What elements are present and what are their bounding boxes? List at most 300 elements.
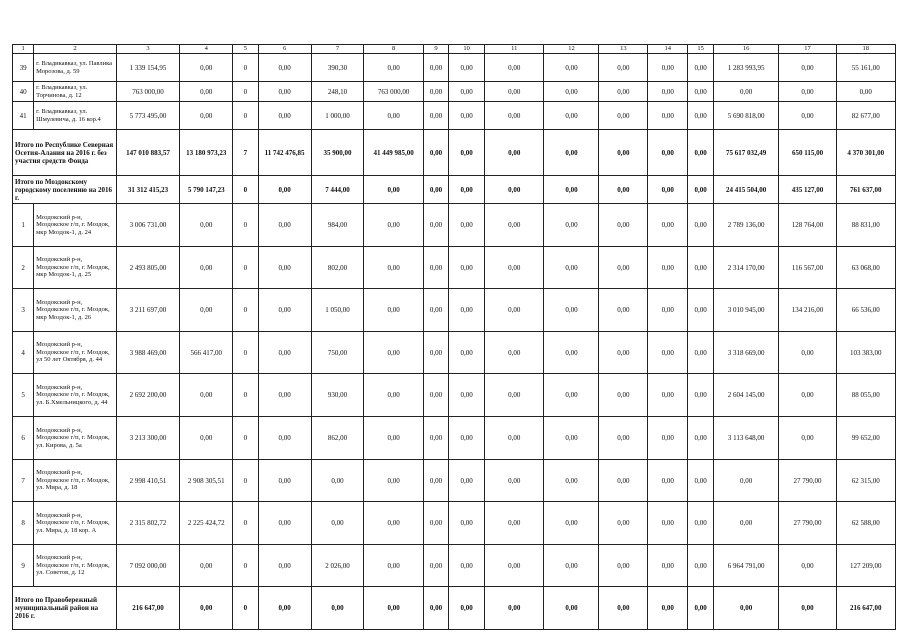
address-cell: г. Владикавказ, ул. Шмулевича, д. 16 кор.4 (34, 102, 117, 130)
value-cell: 0,00 (423, 289, 448, 332)
value-cell: 0,00 (544, 130, 599, 176)
value-cell: 3 006 731,00 (116, 204, 180, 247)
value-cell: 0,00 (779, 374, 836, 417)
value-cell: 3 113 648,00 (713, 417, 779, 460)
value-cell: 0,00 (544, 332, 599, 374)
value-cell: 2 692 200,00 (116, 374, 180, 417)
value-cell: 984,00 (311, 204, 364, 247)
row-number: 5 (13, 374, 34, 417)
value-cell: 0,00 (648, 54, 688, 82)
value-cell: 1 000,00 (311, 102, 364, 130)
value-cell: 0,00 (180, 545, 233, 587)
table-row (13, 545, 896, 587)
row-number: 40 (13, 82, 34, 102)
value-cell: 0,00 (688, 204, 713, 247)
value-cell: 930,00 (311, 374, 364, 417)
value-cell: 3 213 300,00 (116, 417, 180, 460)
value-cell: 0,00 (423, 176, 448, 204)
value-cell: 0,00 (779, 545, 836, 587)
value-cell: 0,00 (449, 54, 485, 82)
column-number: 14 (648, 45, 688, 54)
value-cell: 0,00 (599, 460, 648, 502)
total-row (13, 587, 896, 630)
value-cell: 0,00 (599, 82, 648, 102)
address-cell: г. Владикавказ, ул. Павлика Морозова, д. 59 (34, 54, 117, 82)
value-cell: 0,00 (485, 417, 544, 460)
value-cell: 2 493 805,00 (116, 247, 180, 289)
value-cell: 63 068,00 (836, 247, 895, 289)
value-cell: 0,00 (449, 247, 485, 289)
column-number: 11 (485, 45, 544, 54)
value-cell: 0,00 (485, 289, 544, 332)
value-cell: 0 (233, 247, 258, 289)
value-cell: 0,00 (258, 374, 311, 417)
value-cell: 435 127,00 (779, 176, 836, 204)
value-cell: 0,00 (485, 587, 544, 630)
value-cell: 0,00 (648, 130, 688, 176)
column-number: 16 (713, 45, 779, 54)
value-cell: 55 161,00 (836, 54, 895, 82)
value-cell: 0 (233, 204, 258, 247)
value-cell: 763 000,00 (116, 82, 180, 102)
value-cell: 2 225 424,72 (180, 502, 233, 545)
value-cell: 0,00 (311, 587, 364, 630)
value-cell: 0,00 (544, 176, 599, 204)
value-cell: 0,00 (258, 176, 311, 204)
row-number: 41 (13, 102, 34, 130)
value-cell: 390,30 (311, 54, 364, 82)
value-cell: 41 449 985,00 (364, 130, 423, 176)
column-number: 3 (116, 45, 180, 54)
value-cell: 0,00 (544, 374, 599, 417)
value-cell: 0,00 (688, 102, 713, 130)
value-cell: 0,00 (485, 204, 544, 247)
value-cell: 0,00 (364, 417, 423, 460)
value-cell: 0,00 (485, 460, 544, 502)
value-cell: 0,00 (599, 176, 648, 204)
address-cell: г. Владикавказ, ул. Торчинова, д. 12 (34, 82, 117, 102)
value-cell: 0,00 (648, 545, 688, 587)
value-cell: 761 637,00 (836, 176, 895, 204)
value-cell: 0,00 (449, 374, 485, 417)
row-number: 9 (13, 545, 34, 587)
column-number: 4 (180, 45, 233, 54)
value-cell: 147 010 883,57 (116, 130, 180, 176)
value-cell: 0,00 (423, 417, 448, 460)
value-cell: 0,00 (364, 460, 423, 502)
value-cell: 2 789 136,00 (713, 204, 779, 247)
value-cell: 0,00 (423, 460, 448, 502)
value-cell: 0,00 (544, 545, 599, 587)
value-cell: 0,00 (485, 502, 544, 545)
row-number: 7 (13, 460, 34, 502)
value-cell: 2 315 802,72 (116, 502, 180, 545)
column-number: 5 (233, 45, 258, 54)
value-cell: 0,00 (648, 82, 688, 102)
value-cell: 862,00 (311, 417, 364, 460)
table-row (13, 54, 896, 82)
value-cell: 134 216,00 (779, 289, 836, 332)
value-cell: 0,00 (364, 54, 423, 82)
value-cell: 0,00 (449, 130, 485, 176)
value-cell: 0,00 (258, 332, 311, 374)
value-cell: 1 283 993,95 (713, 54, 779, 82)
value-cell: 0,00 (485, 176, 544, 204)
value-cell: 0,00 (648, 332, 688, 374)
value-cell: 0,00 (449, 332, 485, 374)
column-number: 2 (34, 45, 117, 54)
value-cell: 0 (233, 289, 258, 332)
value-cell: 0,00 (779, 54, 836, 82)
value-cell: 7 (233, 130, 258, 176)
value-cell: 7 444,00 (311, 176, 364, 204)
value-cell: 3 988 469,00 (116, 332, 180, 374)
value-cell: 0,00 (688, 130, 713, 176)
value-cell: 0,00 (599, 204, 648, 247)
value-cell: 0,00 (648, 587, 688, 630)
value-cell: 88 055,00 (836, 374, 895, 417)
value-cell: 0 (233, 374, 258, 417)
value-cell: 0,00 (599, 332, 648, 374)
value-cell: 0,00 (599, 502, 648, 545)
total-label: Итого по Правобережный муниципальный район на 2016 г. (13, 587, 117, 630)
value-cell: 0 (233, 332, 258, 374)
value-cell: 0,00 (423, 587, 448, 630)
value-cell: 566 417,00 (180, 332, 233, 374)
value-cell: 0,00 (364, 204, 423, 247)
address-cell: Моздокский р-н, Моздокское г/п, г. Моздок, мкр Моздок-1, д. 24 (34, 204, 117, 247)
value-cell: 0,00 (449, 289, 485, 332)
value-cell: 0,00 (258, 289, 311, 332)
value-cell: 0,00 (180, 82, 233, 102)
value-cell: 750,00 (311, 332, 364, 374)
column-number: 10 (449, 45, 485, 54)
total-label: Итого по Моздокскому городскому поселению на 2016 г. (13, 176, 117, 204)
value-cell: 0,00 (423, 130, 448, 176)
value-cell: 0,00 (688, 54, 713, 82)
value-cell: 0,00 (485, 332, 544, 374)
value-cell: 0,00 (836, 82, 895, 102)
value-cell: 0,00 (423, 54, 448, 82)
value-cell: 0 (233, 545, 258, 587)
value-cell: 99 652,00 (836, 417, 895, 460)
value-cell: 0,00 (688, 545, 713, 587)
value-cell: 2 998 410,51 (116, 460, 180, 502)
value-cell: 0 (233, 102, 258, 130)
address-cell: Моздокский р-н, Моздокское г/п, г. Моздок, мкр Моздок-1, д. 26 (34, 289, 117, 332)
value-cell: 0,00 (713, 587, 779, 630)
value-cell: 128 764,00 (779, 204, 836, 247)
value-cell: 2 908 305,51 (180, 460, 233, 502)
value-cell: 5 773 495,00 (116, 102, 180, 130)
column-number: 17 (779, 45, 836, 54)
value-cell: 0,00 (648, 374, 688, 417)
value-cell: 0,00 (258, 587, 311, 630)
column-number: 18 (836, 45, 895, 54)
value-cell: 0,00 (485, 374, 544, 417)
address-cell: Моздокский р-н, Моздокское г/п, г. Моздок, мкр Моздок-1, д. 25 (34, 247, 117, 289)
value-cell: 0,00 (599, 417, 648, 460)
value-cell: 0,00 (599, 545, 648, 587)
value-cell: 0,00 (258, 460, 311, 502)
value-cell: 0,00 (544, 204, 599, 247)
value-cell: 0,00 (779, 102, 836, 130)
document-page (12, 44, 896, 630)
row-number: 1 (13, 204, 34, 247)
value-cell: 0,00 (258, 54, 311, 82)
value-cell: 88 831,00 (836, 204, 895, 247)
value-cell: 0,00 (599, 130, 648, 176)
value-cell: 0,00 (423, 247, 448, 289)
row-number: 6 (13, 417, 34, 460)
value-cell: 216 647,00 (836, 587, 895, 630)
value-cell: 35 900,00 (311, 130, 364, 176)
total-row (13, 130, 896, 176)
value-cell: 62 315,00 (836, 460, 895, 502)
value-cell: 0,00 (364, 176, 423, 204)
value-cell: 4 370 301,00 (836, 130, 895, 176)
value-cell: 0,00 (449, 545, 485, 587)
address-cell: Моздокский р-н, Моздокское г/п, г. Моздок, ул. Мира, д. 18 кор. А (34, 502, 117, 545)
column-number: 7 (311, 45, 364, 54)
value-cell: 0,00 (180, 587, 233, 630)
value-cell: 0,00 (485, 247, 544, 289)
value-cell: 0,00 (364, 102, 423, 130)
value-cell: 0,00 (258, 204, 311, 247)
value-cell: 0,00 (648, 204, 688, 247)
value-cell: 0,00 (258, 82, 311, 102)
value-cell: 0,00 (544, 587, 599, 630)
value-cell: 3 318 669,00 (713, 332, 779, 374)
value-cell: 0,00 (713, 82, 779, 102)
value-cell: 0,00 (648, 289, 688, 332)
table-row (13, 417, 896, 460)
value-cell: 0,00 (599, 247, 648, 289)
value-cell: 0,00 (449, 502, 485, 545)
value-cell: 0,00 (688, 502, 713, 545)
value-cell: 216 647,00 (116, 587, 180, 630)
value-cell: 0,00 (423, 82, 448, 102)
value-cell: 763 000,00 (364, 82, 423, 102)
table-row (13, 82, 896, 102)
value-cell: 0,00 (544, 82, 599, 102)
value-cell: 0,00 (485, 102, 544, 130)
value-cell: 75 617 032,49 (713, 130, 779, 176)
table-row (13, 289, 896, 332)
value-cell: 0,00 (485, 54, 544, 82)
value-cell: 0,00 (599, 587, 648, 630)
value-cell: 0 (233, 460, 258, 502)
address-cell: Моздокский р-н, Моздокское г/п, г. Моздок, ул. Б.Хмельницкого, д. 44 (34, 374, 117, 417)
value-cell: 2 314 170,00 (713, 247, 779, 289)
value-cell: 0,00 (258, 417, 311, 460)
value-cell: 127 209,00 (836, 545, 895, 587)
value-cell: 0,00 (364, 332, 423, 374)
row-number: 4 (13, 332, 34, 374)
value-cell: 802,00 (311, 247, 364, 289)
value-cell: 0,00 (779, 417, 836, 460)
row-number: 2 (13, 247, 34, 289)
value-cell: 0,00 (423, 374, 448, 417)
value-cell: 13 180 973,23 (180, 130, 233, 176)
value-cell: 0,00 (485, 130, 544, 176)
value-cell: 0,00 (544, 502, 599, 545)
value-cell: 0,00 (544, 460, 599, 502)
value-cell: 0,00 (688, 374, 713, 417)
value-cell: 0,00 (485, 82, 544, 102)
value-cell: 24 415 504,00 (713, 176, 779, 204)
total-row (13, 176, 896, 204)
value-cell: 5 690 818,00 (713, 102, 779, 130)
value-cell: 66 536,00 (836, 289, 895, 332)
column-number: 12 (544, 45, 599, 54)
value-cell: 0,00 (180, 54, 233, 82)
value-cell: 0,00 (688, 176, 713, 204)
table-row (13, 204, 896, 247)
value-cell: 0,00 (449, 417, 485, 460)
value-cell: 2 026,00 (311, 545, 364, 587)
column-number: 13 (599, 45, 648, 54)
value-cell: 103 383,00 (836, 332, 895, 374)
value-cell: 0,00 (449, 204, 485, 247)
value-cell: 27 790,00 (779, 502, 836, 545)
table-row (13, 374, 896, 417)
column-number: 1 (13, 45, 34, 54)
value-cell: 1 339 154,95 (116, 54, 180, 82)
column-number: 6 (258, 45, 311, 54)
value-cell: 0,00 (423, 102, 448, 130)
value-cell: 0,00 (688, 417, 713, 460)
row-number: 3 (13, 289, 34, 332)
value-cell: 5 790 147,23 (180, 176, 233, 204)
table-row (13, 247, 896, 289)
value-cell: 0 (233, 502, 258, 545)
value-cell: 0,00 (423, 204, 448, 247)
value-cell: 3 211 697,00 (116, 289, 180, 332)
column-number: 15 (688, 45, 713, 54)
repair-program-table (12, 44, 896, 630)
value-cell: 7 092 000,00 (116, 545, 180, 587)
value-cell: 0,00 (599, 374, 648, 417)
value-cell: 0,00 (258, 247, 311, 289)
value-cell: 0,00 (364, 502, 423, 545)
value-cell: 1 050,00 (311, 289, 364, 332)
value-cell: 0,00 (688, 587, 713, 630)
value-cell: 0,00 (544, 289, 599, 332)
value-cell: 62 588,00 (836, 502, 895, 545)
value-cell: 0,00 (180, 289, 233, 332)
value-cell: 0,00 (311, 460, 364, 502)
value-cell: 0 (233, 417, 258, 460)
column-number-row (13, 45, 896, 54)
value-cell: 0,00 (599, 102, 648, 130)
value-cell: 0,00 (449, 82, 485, 102)
value-cell: 0,00 (364, 545, 423, 587)
value-cell: 0,00 (544, 102, 599, 130)
value-cell: 0,00 (258, 502, 311, 545)
value-cell: 0,00 (364, 247, 423, 289)
value-cell: 0,00 (364, 587, 423, 630)
value-cell: 11 742 476,85 (258, 130, 311, 176)
value-cell: 0,00 (688, 460, 713, 502)
address-cell: Моздокский р-н, Моздокское г/п, г. Моздок, ул. Кирова, д. 5а (34, 417, 117, 460)
table-row (13, 460, 896, 502)
value-cell: 0,00 (688, 247, 713, 289)
table-row (13, 332, 896, 374)
value-cell: 27 790,00 (779, 460, 836, 502)
value-cell: 0,00 (449, 102, 485, 130)
value-cell: 2 604 145,00 (713, 374, 779, 417)
value-cell: 31 312 415,23 (116, 176, 180, 204)
value-cell: 0,00 (599, 289, 648, 332)
value-cell: 0,00 (544, 54, 599, 82)
value-cell: 0 (233, 82, 258, 102)
value-cell: 0,00 (599, 54, 648, 82)
value-cell: 0,00 (779, 82, 836, 102)
value-cell: 0,00 (544, 247, 599, 289)
value-cell: 0,00 (648, 460, 688, 502)
value-cell: 0,00 (449, 176, 485, 204)
column-number: 8 (364, 45, 423, 54)
total-label: Итого по Республике Северная Осетия-Алания на 2016 г. без участия средств Фонда (13, 130, 117, 176)
value-cell: 0,00 (688, 289, 713, 332)
value-cell: 0,00 (713, 460, 779, 502)
value-cell: 0 (233, 587, 258, 630)
table-row (13, 102, 896, 130)
value-cell: 0,00 (688, 82, 713, 102)
value-cell: 6 964 791,00 (713, 545, 779, 587)
value-cell: 0,00 (180, 247, 233, 289)
value-cell: 0,00 (180, 374, 233, 417)
value-cell: 0 (233, 54, 258, 82)
value-cell: 0,00 (779, 587, 836, 630)
value-cell: 0,00 (180, 102, 233, 130)
value-cell: 0,00 (180, 204, 233, 247)
value-cell: 0 (233, 176, 258, 204)
value-cell: 0,00 (779, 332, 836, 374)
value-cell: 0,00 (485, 545, 544, 587)
value-cell: 0,00 (364, 289, 423, 332)
value-cell: 0,00 (688, 332, 713, 374)
value-cell: 0,00 (713, 502, 779, 545)
value-cell: 0,00 (648, 176, 688, 204)
value-cell: 650 115,00 (779, 130, 836, 176)
value-cell: 82 677,00 (836, 102, 895, 130)
address-cell: Моздокский р-н, Моздокское г/п, г. Моздок, ул. Советов, д. 12 (34, 545, 117, 587)
value-cell: 0,00 (648, 102, 688, 130)
value-cell: 3 010 945,00 (713, 289, 779, 332)
value-cell: 0,00 (648, 247, 688, 289)
value-cell: 0,00 (423, 332, 448, 374)
value-cell: 0,00 (180, 417, 233, 460)
value-cell: 0,00 (648, 417, 688, 460)
value-cell: 0,00 (449, 460, 485, 502)
table-row (13, 502, 896, 545)
value-cell: 0,00 (648, 502, 688, 545)
value-cell: 0,00 (311, 502, 364, 545)
value-cell: 0,00 (423, 545, 448, 587)
address-cell: Моздокский р-н, Моздокское г/п, г. Моздок, ул. Мира, д. 18 (34, 460, 117, 502)
address-cell: Моздокский р-н, Моздокское г/п, г. Моздок, ул 50 лет Октября, д. 44 (34, 332, 117, 374)
row-number: 8 (13, 502, 34, 545)
value-cell: 0,00 (258, 102, 311, 130)
column-number: 9 (423, 45, 448, 54)
value-cell: 0,00 (449, 587, 485, 630)
value-cell: 0,00 (544, 417, 599, 460)
row-number: 39 (13, 54, 34, 82)
value-cell: 116 567,00 (779, 247, 836, 289)
value-cell: 0,00 (364, 374, 423, 417)
